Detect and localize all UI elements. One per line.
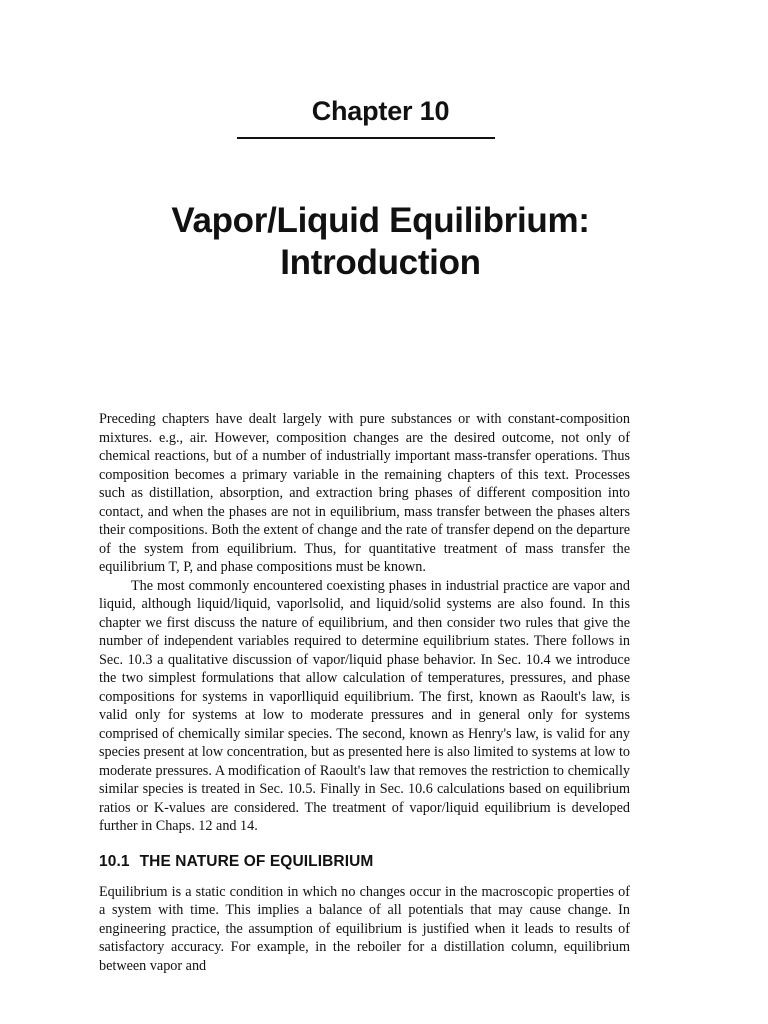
chapter-rule <box>237 137 495 139</box>
intro-paragraph-2: The most commonly encountered coexisting phases in industrial practice are vapor and liquid, although liquid/liquid, vaporlsolid, and liquid/solid systems are also found. In this chapter we first discuss the nature of equilibrium, and then consider two rules that give the number of independent variables required to determine equilibrium states. There follows in Sec. 10.3 a qualitative discussion of vapor/liquid phase behavior. In Sec. 10.4 we introduce the two simplest formulations that allow calculation of temperatures, pressures, and phase compositions for systems in vaporlliquid equilibrium. The first, known as Raoult's law, is valid only for systems at low to moderate pressures and in general only for systems comprised of chemically similar species. The second, known as Henry's law, is valid for any species present at low concentration, but as presented here is also limited to systems at low to moderate pressures. A modification of Raoult's law that removes the restriction to chemically similar species is treated in Sec. 10.5. Finally in Sec. 10.6 calculations based on equilibrium ratios or K-values are considered. The treatment of vapor/liquid equilibrium is developed further in Chaps. 12 and 14. <box>99 577 630 834</box>
chapter-title-line-2: Introduction <box>280 243 481 282</box>
intro-paragraph-1: Preceding chapters have dealt largely with pure substances or with constant-composition mixtures. e.g., air. However, composition changes are the desired outcome, not only of chemical reactions, but of a number of industrially important mass-transfer operations. Thus composition becomes a primary variable in the remaining chapters of this text. Processes such as distillation, absorption, and extraction bring phases of different composition into contact, and when the phases are not in equilibrium, mass transfer between the phases alters their compositions. Both the extent of change and the rate of transfer depend on the departure of the system from equilibrium. Thus, for quantitative treatment of mass transfer the equilibrium T, P, and phase compositions must be known. <box>99 411 630 575</box>
chapter-label: Chapter 10 <box>311 96 450 126</box>
section-title: THE NATURE OF EQUILIBRIUM <box>139 852 374 870</box>
section-number: 10.1 <box>99 852 130 870</box>
chapter-title <box>99 200 630 284</box>
chapter-title-line-1: Vapor/Liquid Equilibrium: <box>171 201 590 240</box>
section-paragraph-1: Equilibrium is a static condition in which no changes occur in the macroscopic properties of a system with time. This implies a balance of all potentials that may cause change. In engineering practice, the assumption of equilibrium is justified when it leads to results of satisfactory accuracy. For example, in the reboiler for a distillation column, equilibrium between vapor and <box>99 883 630 974</box>
section-heading <box>99 851 630 873</box>
